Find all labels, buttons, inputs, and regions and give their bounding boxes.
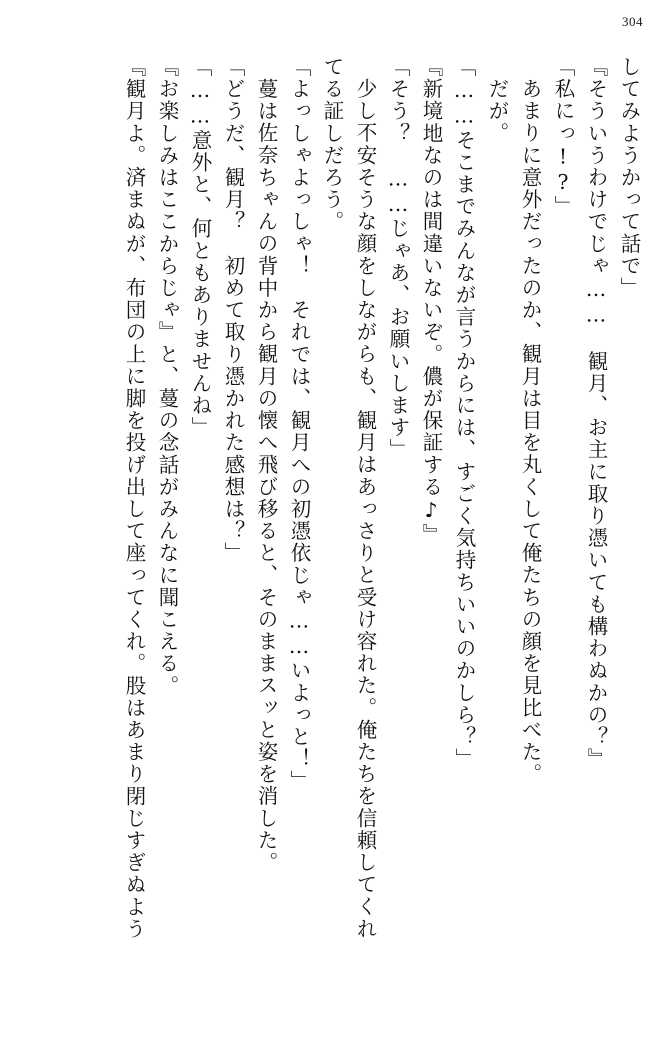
text-line: 「……意外と、何ともありませんね」 <box>188 56 212 439</box>
text-line: 『そういうわけでじゃ…… 観月、お主に取り憑いても構わぬかの？』 <box>584 56 608 771</box>
text-line: あまりに意外だったのか、観月は目を丸くして俺たちの顔を見比べた。 <box>518 78 542 786</box>
text-line: 『お楽しみはここからじゃ』と、蔓の念話がみんなに聞こえる。 <box>155 56 179 697</box>
text-line: 「そう？ ……じゃあ、お願いします」 <box>386 56 410 461</box>
text-line: 「どうだ、観月？ 初めて取り憑かれた感想は？」 <box>221 56 245 565</box>
text-line: 『新境地なのは間違いないぞ。儂が保証する♪』 <box>419 56 443 546</box>
text-line: 「よっしゃよっしゃ！ それでは、観月への初憑依じゃ……いよっと！」 <box>287 56 311 793</box>
text-line: だが。 <box>485 78 509 145</box>
text-line: 蔓は佐奈ちゃんの背中から観月の懐へ飛び移ると、そのままスッと姿を消した。 <box>254 78 278 874</box>
text-line: 「……そこまでみんなが言うからには、すごく気持ちいいのかしら？」 <box>452 56 476 771</box>
text-line: してみようかって話で」 <box>617 56 641 300</box>
vertical-text-body <box>30 56 639 1030</box>
text-line: 少し不安そうな顔をしながらも、観月はあっさりと受け容れた。俺たちを信頼してくれ <box>353 78 377 940</box>
text-line: てる証しだろう。 <box>320 56 344 233</box>
text-line: 『観月よ。済まぬが、布団の上に脚を投げ出して座ってくれ。股はあまり閉じすぎぬよう <box>122 56 146 940</box>
page-number: 304 <box>622 14 643 29</box>
text-line: 「私にっ!?」 <box>551 56 575 218</box>
